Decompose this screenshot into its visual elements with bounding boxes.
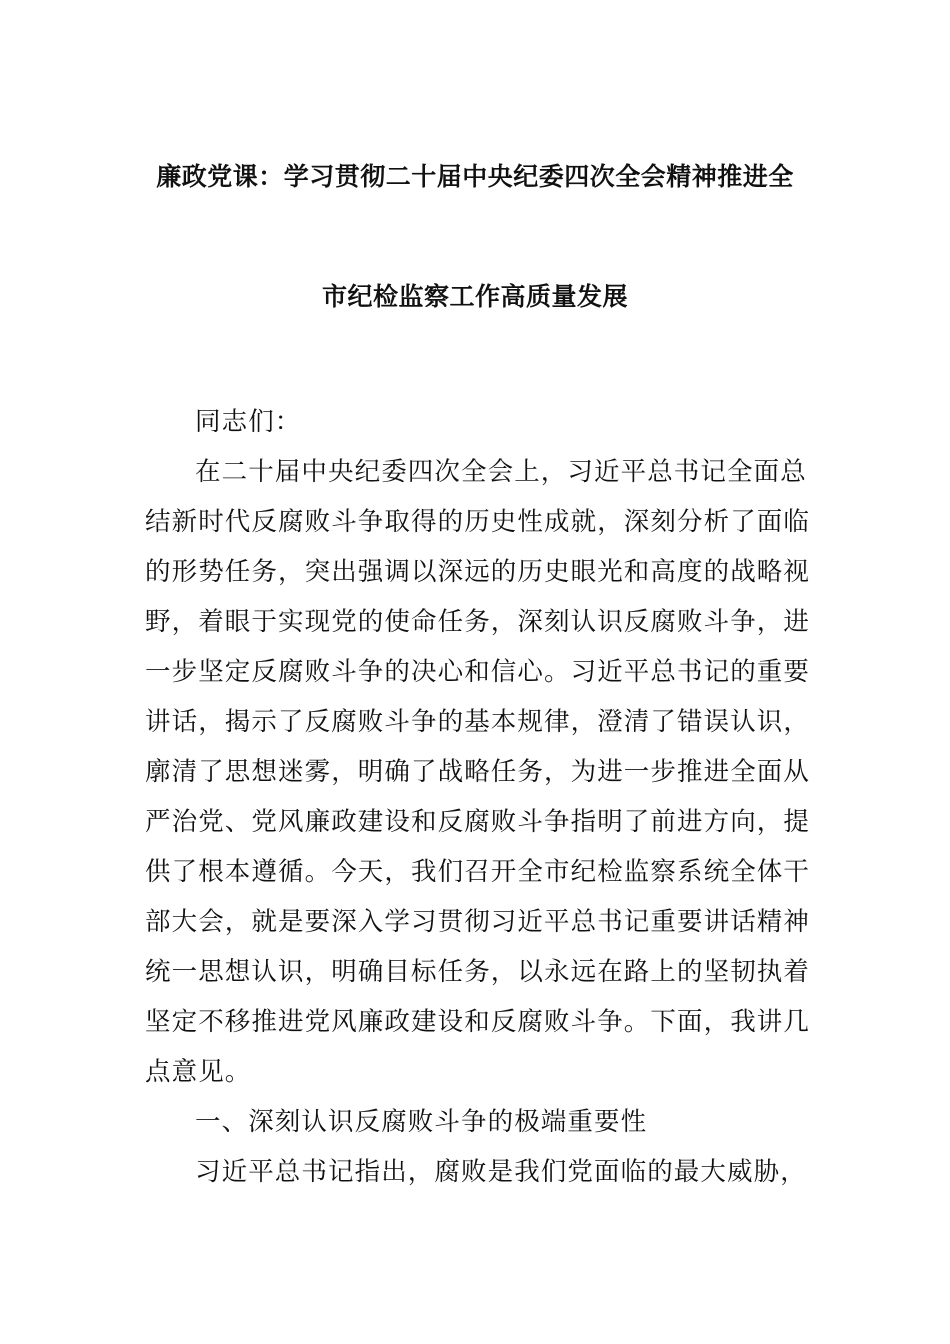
paragraph-line: 结新时代反腐败斗争取得的历史性成就，深刻分析了面临 [145,507,811,537]
paragraph-line: 点意见。 [145,1057,252,1087]
paragraph-line: 严治党、党风廉政建设和反腐败斗争指明了前进方向，提 [145,807,811,837]
paragraph-line: 野，着眼于实现党的使命任务，深刻认识反腐败斗争，进 [145,607,811,637]
paragraph-line: 一步坚定反腐败斗争的决心和信心。习近平总书记的重要 [145,657,811,687]
paragraph-line: 统一思想认识，明确目标任务，以永远在路上的坚韧执着 [145,957,811,987]
document-title-line-2: 市纪检监察工作高质量发展 [321,282,628,311]
salutation: 同志们： [195,407,302,437]
paragraph-line: 供了根本遵循。今天，我们召开全市纪检监察系统全体干 [145,857,811,887]
paragraph-line: 坚定不移推进党风廉政建设和反腐败斗争。下面，我讲几 [145,1007,811,1037]
paragraph-line: 习近平总书记指出，腐败是我们党面临的最大威胁， [195,1157,807,1187]
paragraph-line: 在二十届中央纪委四次全会上，习近平总书记全面总 [195,457,807,487]
paragraph-line: 部大会，就是要深入学习贯彻习近平总书记重要讲话精神 [145,907,811,937]
paragraph-line: 讲话，揭示了反腐败斗争的基本规律，澄清了错误认识， [145,707,811,737]
paragraph-line: 廓清了思想迷雾，明确了战略任务，为进一步推进全面从 [145,757,811,787]
section-heading: 一、深刻认识反腐败斗争的极端重要性 [195,1107,648,1137]
document-title-line-1: 廉政党课：学习贯彻二十届中央纪委四次全会精神推进全 [156,162,794,191]
paragraph-line: 的形势任务，突出强调以深远的历史眼光和高度的战略视 [145,557,811,587]
